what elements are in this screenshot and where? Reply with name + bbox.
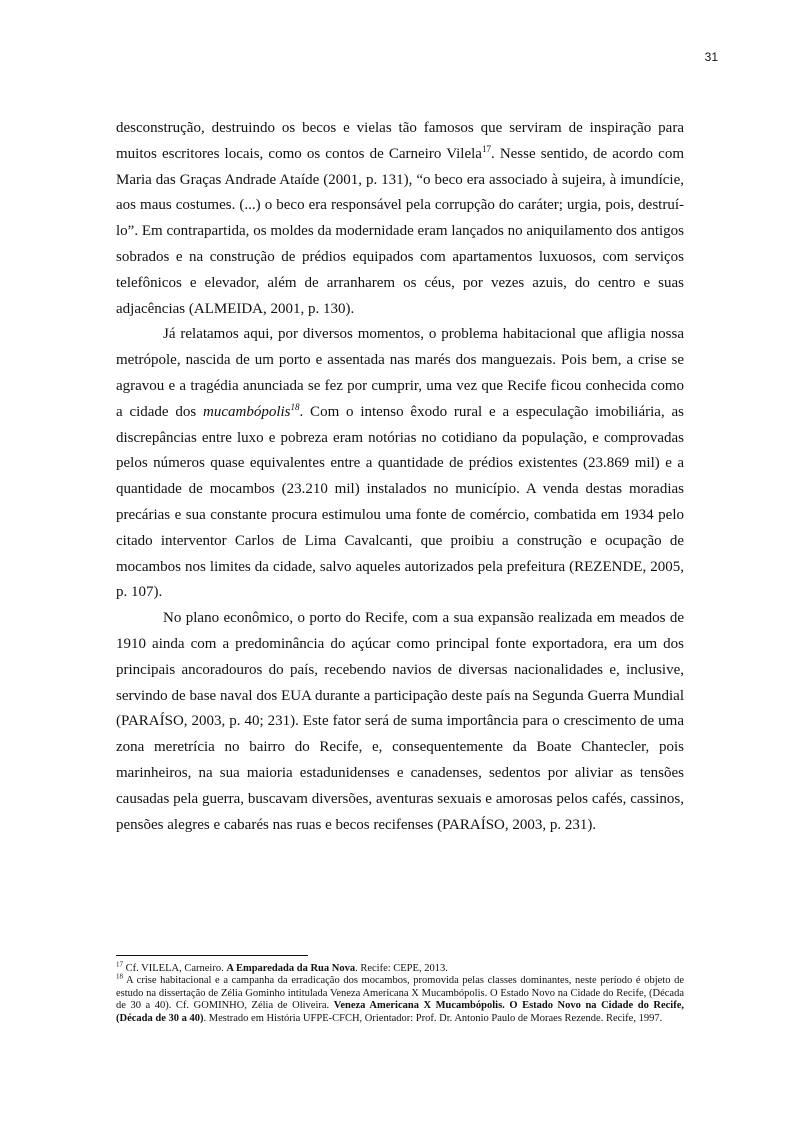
bold-title: Veneza Americana X Mucambópolis. O Estado Novo na Cidade do Recife, (Década de 30 a 40) xyxy=(116,1000,684,1024)
footnote-separator xyxy=(116,955,308,956)
footnote-ref: 17 xyxy=(481,143,491,154)
footnote-ref: 18 xyxy=(116,972,123,981)
text-run: . Nesse sentido, de acordo com Maria das Graças Andrade Ataíde (2001, p. 131), “o beco era associado à sujeira, à imundície, aos maus costumes. (...) o beco era responsável pela corrupção do caráter; urgia, pois, destruí-lo”. Em contrapartida, os moldes da modernidade eram lançados no aniquilamento dos antigos sobrados e na construção de prédios equipados com apartamentos luxuosos, com serviços telefônicos e elevador, além de arranharem os céus, por vezes azuis, do centro e suas adjacências (ALMEIDA, 2001, p. 130). xyxy=(116,145,684,317)
text-run: Já relatamos aqui, por diversos momentos, o problema habitacional que afligia nossa metrópole, nascida de um porto e assentada nas marés dos manguezais. Pois bem, a crise se agravou e a tragédia anunciada se fez por cumprir, uma vez que Recife ficou conhecida como a cidade dos xyxy=(116,326,684,420)
text-run: . Com o intenso êxodo rural e a especulação imobiliária, as discrepâncias entre luxo e pobreza eram notórias no cotidiano da população, e comprovadas pelos números quase equivalentes entre a quantidade de prédios existentes (23.869 mil) e a quantidade de mocambos (23.210 mil) instalados no município. A venda destas moradias precárias e sua constante procura estimulou uma fonte de comércio, combatida em 1934 pelo citado interventor Carlos de Lima Cavalcanti, que proibiu a construção e ocupação de mocambos nos limites da cidade, salvo aqueles autorizados pela prefeitura (REZENDE, 2005, p. 107). xyxy=(116,403,684,601)
footnotes xyxy=(116,960,684,1025)
footnote-ref: 18 xyxy=(290,401,300,412)
paragraph xyxy=(116,116,684,322)
bold-title: A Emparedada da Rua Nova xyxy=(226,963,356,974)
paragraph xyxy=(116,322,684,606)
italic-term: mucambópolis xyxy=(203,403,291,420)
text-run: A crise habitacional e a campanha da erradicação dos mocambos, promovida pelas classes dominantes, neste período é objeto de estudo na dissertação de Zélia Gominho intitulada Veneza Americana X Mucambópolis. O Estado Novo na Cidade do Recife, (Década de 30 a 40). Cf. GOMINHO, Zélia de Oliveira. xyxy=(116,975,684,1012)
page-number: 31 xyxy=(704,50,718,64)
paragraph xyxy=(116,606,684,838)
text-run: . Recife: CEPE, 2013. xyxy=(355,963,448,974)
footnote xyxy=(116,972,684,1025)
footnote-ref: 17 xyxy=(116,960,123,969)
text-run: desconstrução, destruindo os becos e vielas tão famosos que serviram de inspiração para muitos escritores locais, como os contos de Carneiro Vilela xyxy=(116,120,684,162)
text-run: Cf. VILELA, Carneiro. xyxy=(123,963,227,974)
text-run: No plano econômico, o porto do Recife, com a sua expansão realizada em meados de 1910 ainda com a predominância do açúcar como principal fonte exportadora, era um dos principais ancoradouros do país, recebendo navios de diversas nacionalidades e, inclusive, servindo de base naval dos EUA durante a participação deste país na Segunda Guerra Mundial (PARAÍSO, 2003, p. 40; 231). Este fator será de suma importância para o crescimento de uma zona meretrícia no bairro do Recife, e, consequentemente da Boate Chantecler, pois marinheiros, na sua maioria estadunidenses e canadenses, sedentos por aliviar as tensões causadas pela guerra, buscavam diversões, aventuras sexuais e amorosas pelos cafés, cassinos, pensões alegres e cabarés nas ruas e becos recifenses (PARAÍSO, 2003, p. 231). xyxy=(116,610,684,833)
body-text xyxy=(116,116,684,838)
footnote xyxy=(116,960,684,975)
text-run: . Mestrado em História UFPE-CFCH, Orientador: Prof. Dr. Antonio Paulo de Moraes Rezende. Recife, 1997. xyxy=(203,1012,663,1024)
